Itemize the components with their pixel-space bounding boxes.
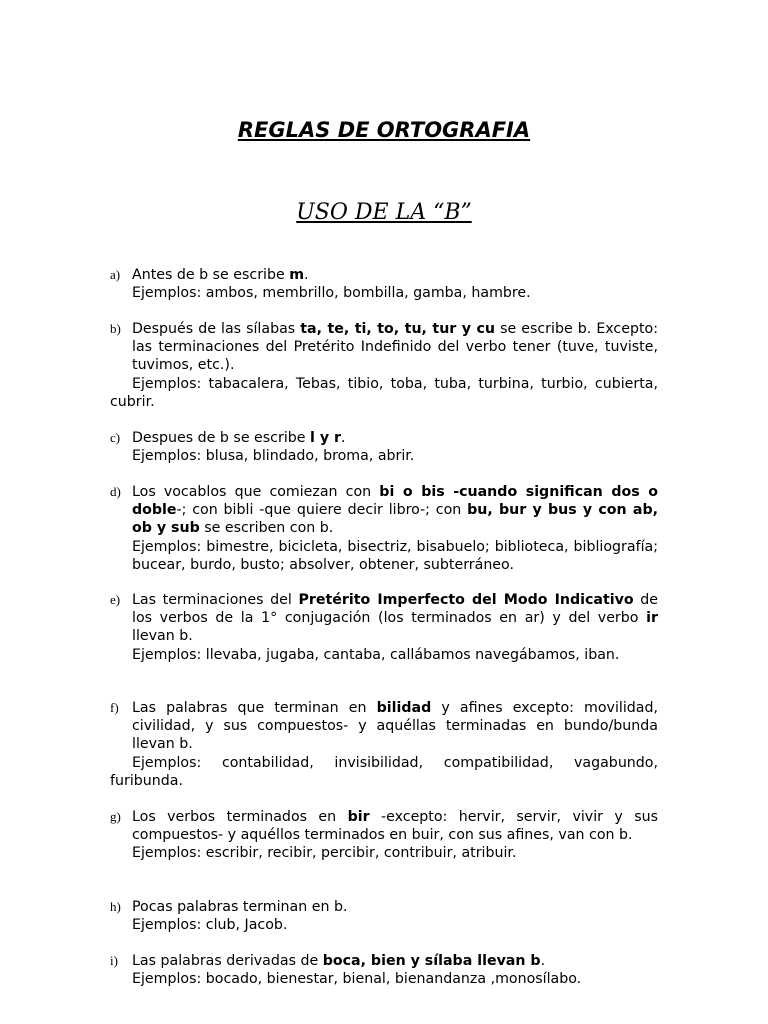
rule-example: Ejemplos: escribir, recibir, percibir, contribuir, atribuir. bbox=[132, 845, 517, 862]
rule-text: Las palabras que terminan en bilidad y afines excepto: movilidad, civilidad, y sus compuestos- y aquéllas terminadas en bundo/bunda llevan b. bbox=[132, 700, 658, 753]
rule-example: Ejemplos: club, Jacob. bbox=[132, 917, 288, 934]
rule-text: Despues de b se escribe l y r. bbox=[132, 430, 346, 446]
rule-letter: i) bbox=[110, 953, 118, 968]
rule-letter: f) bbox=[110, 700, 119, 715]
rule-e bbox=[110, 591, 658, 664]
rule-example: Ejemplos: bocado, bienestar, bienal, bienandanza ,monosílabo. bbox=[132, 971, 582, 988]
rule-a bbox=[110, 266, 658, 302]
rule-letter: e) bbox=[110, 592, 121, 607]
rule-c bbox=[110, 429, 658, 465]
rule-text: Después de las sílabas ta, te, ti, to, tu, tur y cu se escribe b. Excepto: las terminaciones del Pretérito Indefinido del verbo tener (tuve, tuviste, tuvimos, etc.). bbox=[132, 321, 658, 374]
rule-text: Los verbos terminados en bir -excepto: hervir, servir, vivir y sus compuestos- y aquéllos terminados en buir, con sus afines, van con b. bbox=[132, 809, 658, 844]
rule-text: Los vocablos que comiezan con bi o bis -cuando significan dos o doble-; con bibli -que quiere decir libro-; con bu, bur y bus y con ab, ob y sub se escriben con b. bbox=[132, 484, 658, 537]
rule-g bbox=[110, 808, 658, 863]
rule-text: Pocas palabras terminan en b. bbox=[132, 899, 348, 915]
rule-letter: d) bbox=[110, 484, 121, 499]
rule-h bbox=[110, 898, 658, 934]
rule-example: Ejemplos: bimestre, bicicleta, bisectriz, bisabuelo; biblioteca, bibliografía; bucear, burdo, busto; absolver, obtener, subterráneo. bbox=[132, 538, 658, 573]
rule-example: Ejemplos: contabilidad, invisibilidad, compatibilidad, vagabundo, furibunda. bbox=[110, 754, 658, 789]
rule-letter: h) bbox=[110, 899, 121, 914]
rule-b bbox=[110, 320, 658, 411]
rule-example: Ejemplos: llevaba, jugaba, cantaba, callábamos navegábamos, iban. bbox=[132, 646, 620, 663]
rule-d bbox=[110, 483, 658, 574]
rule-letter: g) bbox=[110, 809, 121, 824]
rule-f bbox=[110, 699, 658, 790]
rule-letter: a) bbox=[110, 267, 121, 282]
rule-letter: b) bbox=[110, 321, 121, 336]
page-title: REGLAS DE ORTOGRAFIA bbox=[237, 118, 531, 142]
rule-text: Las terminaciones del Pretérito Imperfecto del Modo Indicativo de los verbos de la 1° conjugación (los terminados en ar) y del verbo ir llevan b. bbox=[132, 592, 658, 645]
rule-i bbox=[110, 952, 658, 988]
section-title: USO DE LA “B” bbox=[296, 200, 472, 225]
rule-example: Ejemplos: tabacalera, Tebas, tibio, toba, tuba, turbina, turbio, cubierta, cubrir. bbox=[110, 375, 658, 410]
rule-example: Ejemplos: ambos, membrillo, bombilla, gamba, hambre. bbox=[132, 285, 531, 302]
rule-text: Las palabras derivadas de boca, bien y sílaba llevan b. bbox=[132, 953, 546, 969]
rule-text: Antes de b se escribe m. bbox=[132, 267, 309, 283]
rule-example: Ejemplos: blusa, blindado, broma, abrir. bbox=[132, 448, 415, 465]
rule-letter: c) bbox=[110, 430, 121, 445]
